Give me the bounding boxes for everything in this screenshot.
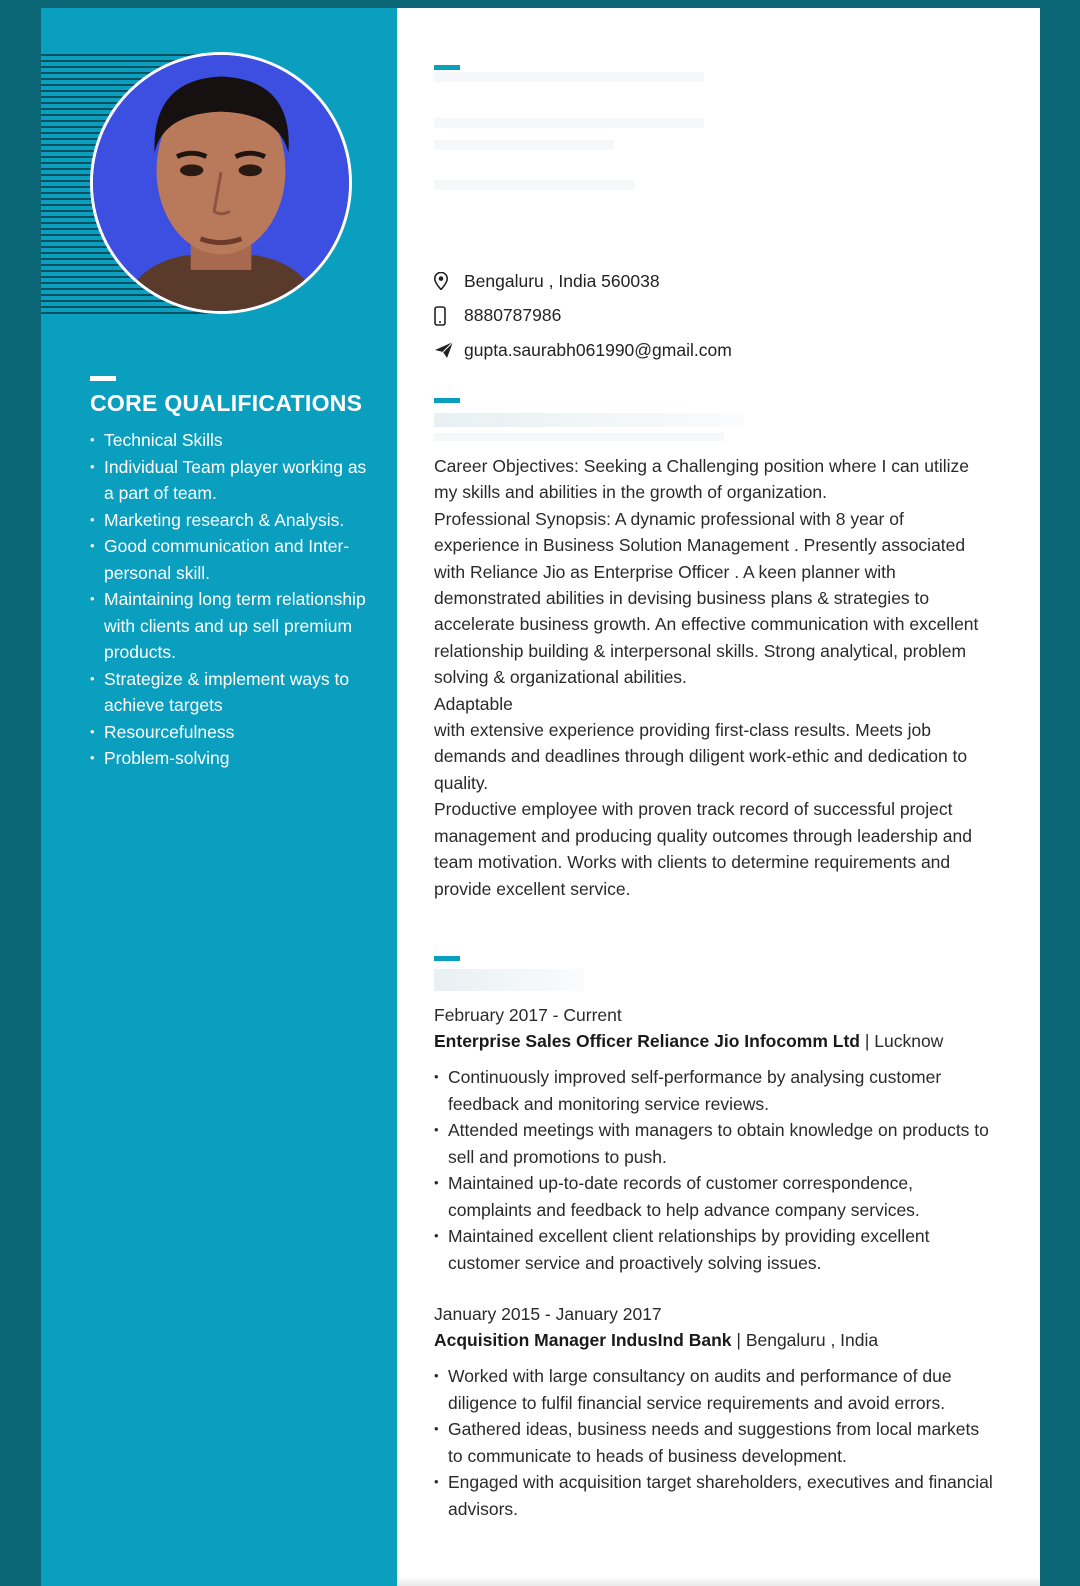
resume-page xyxy=(41,8,1040,1586)
faded-section-subline xyxy=(434,433,724,441)
job-location: | Bengaluru , India xyxy=(736,1330,879,1350)
contact-address xyxy=(434,264,732,299)
job-duties-list xyxy=(434,1363,994,1522)
job-duty-item: • Worked with large consultancy on audits and performance of due diligence to fulfil financial service requirements and avoid errors. xyxy=(434,1363,994,1416)
job-title-line xyxy=(434,1028,994,1054)
header-accent-bar xyxy=(434,65,460,70)
qualification-item: • Maintaining long term relationship with clients and up sell premium products. xyxy=(90,586,370,666)
job-title-line xyxy=(434,1327,994,1353)
profile-photo-illustration xyxy=(93,55,349,311)
job-duty-item: • Continuously improved self-performance by analysing customer feedback and monitoring service reviews. xyxy=(434,1064,994,1117)
qualification-item: • Strategize & implement ways to achieve targets xyxy=(90,666,370,719)
contact-block xyxy=(434,264,732,368)
job-title: Enterprise Sales Officer Reliance Jio Infocomm Ltd xyxy=(434,1031,860,1051)
section-accent-bar xyxy=(90,376,116,381)
paper-plane-icon xyxy=(434,339,464,361)
profile-photo xyxy=(90,52,352,314)
job-duty-item: • Attended meetings with managers to obtain knowledge on products to sell and promotions to push. xyxy=(434,1117,994,1170)
job-dates: January 2015 - January 2017 xyxy=(434,1304,662,1324)
job-duty-item: • Maintained up-to-date records of customer correspondence, complaints and feedback to help advance company services. xyxy=(434,1170,994,1223)
qualification-item: • Good communication and Inter-personal skill. xyxy=(90,533,370,586)
main-content xyxy=(434,8,994,1519)
qualifications-list xyxy=(90,427,370,772)
address-text: Bengaluru , India 560038 xyxy=(464,270,660,291)
page-bottom-shadow xyxy=(397,1576,1040,1586)
experience-section xyxy=(434,956,994,1522)
core-qualifications-title: CORE QUALIFICATIONS xyxy=(90,390,363,416)
faded-subtitle-line xyxy=(434,180,634,190)
professional-synopsis-text: Professional Synopsis: A dynamic professional with 8 year of experience in Business Solution Management . Presently associated with Reliance Jio as Enterprise Officer . A keen planner with demonstrated abilities in devising business plans & strategies to accelerate business growth. An effective communication with excellent relationship building & interpersonal skills. Strong analytical, problem solving & organizational abilities. xyxy=(434,508,979,688)
qualification-item: • Technical Skills xyxy=(90,427,370,454)
job-duties-list xyxy=(434,1064,994,1276)
sidebar xyxy=(41,8,397,1586)
job-title: Acquisition Manager IndusInd Bank xyxy=(434,1330,732,1350)
faded-name-line xyxy=(434,72,704,82)
qualification-item: • Problem-solving xyxy=(90,745,370,772)
job-location: | Lucknow xyxy=(864,1031,944,1051)
job-duty-item: • Maintained excellent client relationships by providing excellent customer service and proactively solving issues. xyxy=(434,1223,994,1276)
job-entry xyxy=(434,1002,994,1276)
career-objective-text: Career Objectives: Seeking a Challenging position where I can utilize my skills and abilities in the growth of organization. xyxy=(434,456,970,503)
section-accent-bar xyxy=(434,956,460,961)
contact-email[interactable] xyxy=(434,333,732,368)
summary-body xyxy=(434,453,994,902)
qualification-item: • Marketing research & Analysis. xyxy=(90,507,370,534)
qualification-item: • Resourcefulness xyxy=(90,719,370,746)
experience-text: with extensive experience providing first-class results. Meets job demands and deadlines through diligent work-ethic and dedication to quality. xyxy=(434,720,968,793)
faded-subtitle-line xyxy=(434,140,614,150)
faded-section-heading xyxy=(434,969,584,991)
section-accent-bar xyxy=(434,398,460,403)
adaptable-label: Adaptable xyxy=(434,693,513,714)
mobile-phone-icon xyxy=(434,305,464,327)
job-duty-item: • Gathered ideas, business needs and suggestions from local markets to communicate to heads of business development. xyxy=(434,1416,994,1469)
job-duty-item: • Engaged with acquisition target shareholders, executives and financial advisors. xyxy=(434,1469,994,1522)
qualification-item: • Individual Team player working as a part of team. xyxy=(90,454,370,507)
core-qualifications-section xyxy=(90,376,370,772)
job-dates: February 2017 - Current xyxy=(434,1005,622,1025)
summary-section xyxy=(434,398,994,902)
map-pin-icon xyxy=(434,270,464,292)
faded-subtitle-line xyxy=(434,118,704,128)
header-block xyxy=(434,65,994,190)
faded-section-heading xyxy=(434,413,744,427)
contact-phone xyxy=(434,299,732,334)
phone-text: 8880787986 xyxy=(464,305,562,326)
job-entry xyxy=(434,1301,994,1522)
productive-employee-text: Productive employee with proven track record of successful project management and producing quality outcomes through leadership and team motivation. Works with clients to determine requirements and provide excellent service. xyxy=(434,799,972,899)
email-link[interactable]: gupta.saurabh061990@gmail.com xyxy=(464,339,732,360)
